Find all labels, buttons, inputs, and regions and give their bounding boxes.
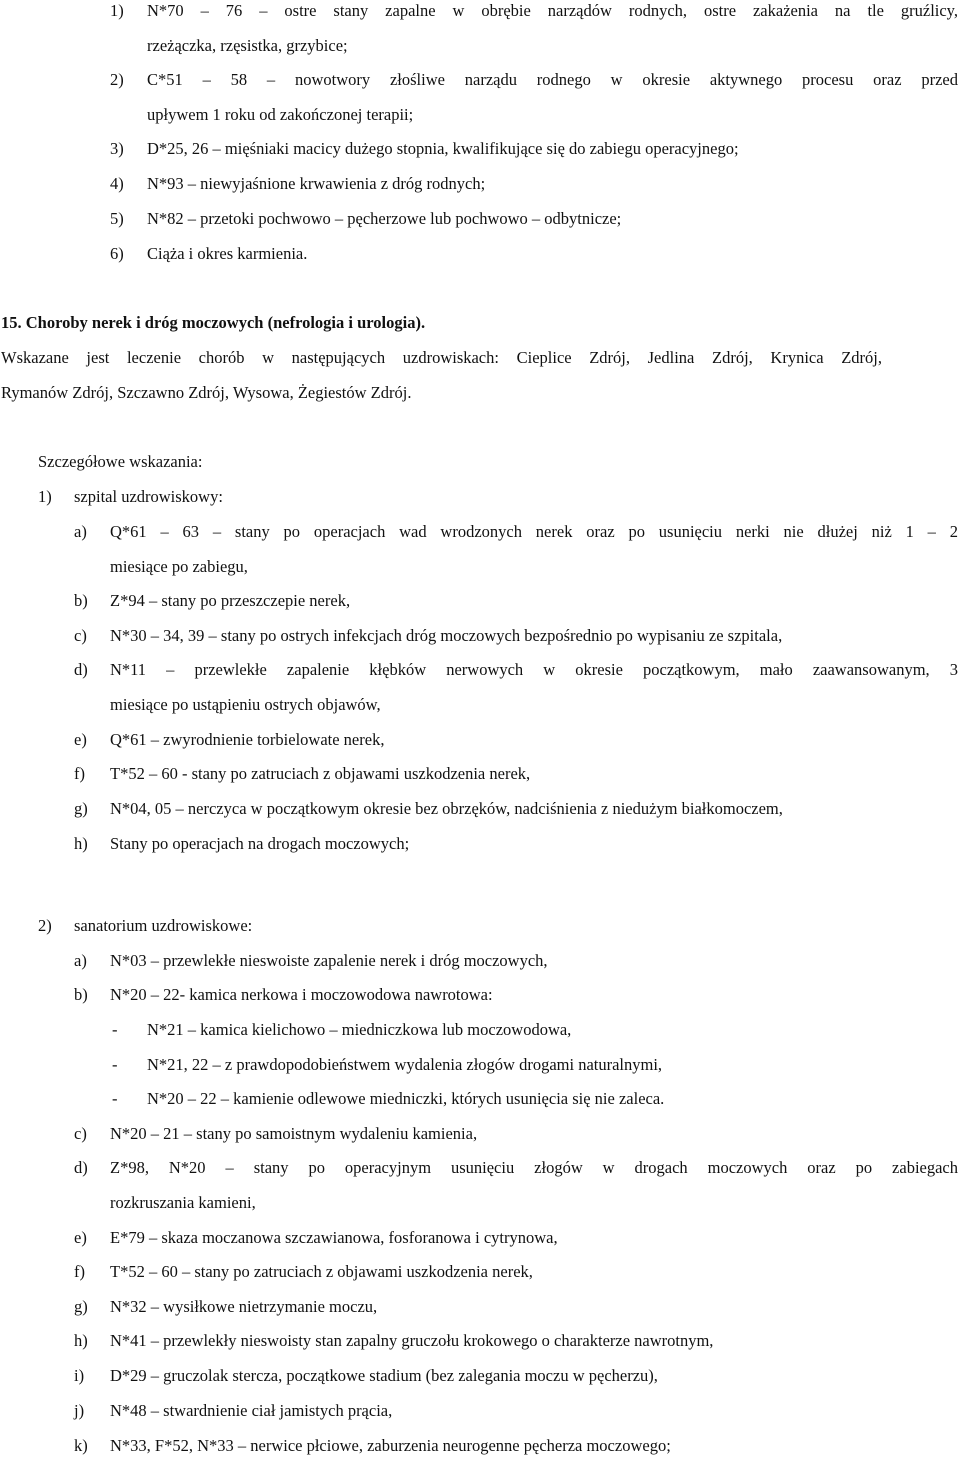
subsection-title: szpital uzdrowiskowy:	[74, 487, 223, 506]
list-marker: a)	[74, 951, 87, 970]
list-marker: 4)	[110, 174, 124, 193]
sublist-item-text: N*20 – 22 – kamienie odlewowe miedniczki, których usunięcia się nie zaleca.	[147, 1089, 665, 1108]
list-marker: 1)	[110, 1, 124, 20]
list-marker: h)	[74, 834, 88, 853]
list-marker: k)	[74, 1436, 88, 1455]
list-item-text: N*32 – wysiłkowe nietrzymanie moczu,	[110, 1297, 378, 1316]
sublist-item-text: N*21 – kamica kielichowo – miedniczkowa lub moczowodowa,	[147, 1020, 572, 1039]
list-item-text: N*30 – 34, 39 – stany po ostrych infekcjach dróg moczowych bezpośrednio po wypisaniu ze szpitala,	[110, 626, 783, 645]
list-item-text: N*33, F*52, N*33 – nerwice płciowe, zaburzenia neurogenne pęcherza moczowego;	[110, 1436, 671, 1455]
list-item-text: N*70 – 76 – ostre stany zapalne w obrębie narządów rodnych, ostre zakażenia na tle gruźlicy,	[147, 1, 958, 20]
list-marker: a)	[74, 522, 87, 541]
list-item-text: Q*61 – zwyrodnienie torbielowate nerek,	[110, 730, 385, 749]
list-item-text: Q*61 – 63 – stany po operacjach wad wrodzonych nerek oraz po usunięciu nerki nie dłużej niż 1 – 2	[110, 522, 958, 541]
list-item-text: N*82 – przetoki pochwowo – pęcherzowe lub pochwowo – odbytnicze;	[147, 209, 622, 228]
list-item-text: N*04, 05 – nerczyca w początkowym okresie bez obrzęków, nadciśnienia z niedużym białkomoczem,	[110, 799, 783, 818]
list-marker: 2)	[110, 70, 124, 89]
list-item-text: Z*98, N*20 – stany po operacyjnym usunięciu złogów w drogach moczowych oraz po zabiegach	[110, 1158, 958, 1177]
sublist-marker: -	[112, 1089, 118, 1108]
list-item-text: Z*94 – stany po przeszczepie nerek,	[110, 591, 351, 610]
list-marker: e)	[74, 730, 87, 749]
list-marker: d)	[74, 1158, 88, 1177]
list-item-text: miesiące po ustąpieniu ostrych objawów,	[110, 695, 381, 714]
list-marker: h)	[74, 1331, 88, 1350]
list-marker: 2)	[38, 916, 52, 935]
list-item-text: N*11 – przewlekłe zapalenie kłębków nerwowych w okresie początkowym, mało zaawansowanym, 3	[110, 660, 958, 679]
list-marker: f)	[74, 1262, 85, 1281]
section-heading: 15. Choroby nerek i dróg moczowych (nefrologia i urologia).	[1, 313, 426, 332]
list-marker: b)	[74, 591, 88, 610]
list-item-text: E*79 – skaza moczanowa szczawianowa, fosforanowa i cytrynowa,	[110, 1228, 558, 1247]
list-marker: d)	[74, 660, 88, 679]
list-item-text: rzeżączka, rzęsistka, grzybice;	[147, 36, 348, 55]
list-marker: 1)	[38, 487, 52, 506]
list-marker: g)	[74, 799, 88, 818]
list-item-text: T*52 – 60 – stany po zatruciach z objawami uszkodzenia nerek,	[110, 1262, 533, 1281]
list-item-text: N*41 – przewlekły nieswoisty stan zapalny gruczołu krokowego o charakterze nawrotnym,	[110, 1331, 714, 1350]
sublist-marker: -	[112, 1020, 118, 1039]
list-item-text: D*29 – gruczolak stercza, początkowe stadium (bez zalegania moczu w pęcherzu),	[110, 1366, 658, 1385]
list-item-text: N*48 – stwardnienie ciał jamistych prącia,	[110, 1401, 393, 1420]
list-item-text: N*20 – 22- kamica nerkowa i moczowodowa nawrotowa:	[110, 985, 493, 1004]
list-item-text: N*20 – 21 – stany po samoistnym wydaleniu kamienia,	[110, 1124, 478, 1143]
list-marker: c)	[74, 626, 87, 645]
list-item-text: N*03 – przewlekłe nieswoiste zapalenie nerek i dróg moczowych,	[110, 951, 548, 970]
section-intro: Wskazane jest leczenie chorób w następujących uzdrowiskach: Cieplice Zdrój, Jedlina Zdrój, Krynica Zdrój,	[1, 348, 882, 367]
list-item-text: Ciąża i okres karmienia.	[147, 244, 308, 263]
subsection-title: sanatorium uzdrowiskowe:	[74, 916, 253, 935]
list-marker: c)	[74, 1124, 87, 1143]
list-marker: f)	[74, 764, 85, 783]
details-label: Szczegółowe wskazania:	[38, 452, 203, 471]
list-item-text: miesiące po zabiegu,	[110, 557, 248, 576]
list-marker: e)	[74, 1228, 87, 1247]
list-marker: 6)	[110, 244, 124, 263]
sublist-item-text: N*21, 22 – z prawdopodobieństwem wydalenia złogów drogami naturalnymi,	[147, 1055, 663, 1074]
list-item-text: rozkruszania kamieni,	[110, 1193, 256, 1212]
list-item-text: D*25, 26 – mięśniaki macicy dużego stopnia, kwalifikujące się do zabiegu operacyjnego;	[147, 139, 739, 158]
list-item-text: Stany po operacjach na drogach moczowych;	[110, 834, 410, 853]
list-marker: i)	[74, 1366, 85, 1385]
section-intro: Rymanów Zdrój, Szczawno Zdrój, Wysowa, Żegiestów Zdrój.	[1, 383, 412, 402]
list-item-text: C*51 – 58 – nowotwory złośliwe narządu rodnego w okresie aktywnego procesu oraz przed	[147, 70, 958, 89]
list-marker: 5)	[110, 209, 124, 228]
list-marker: 3)	[110, 139, 124, 158]
list-marker: j)	[74, 1401, 85, 1420]
list-marker: b)	[74, 985, 88, 1004]
sublist-marker: -	[112, 1055, 118, 1074]
list-item-text: upływem 1 roku od zakończonej terapii;	[147, 105, 414, 124]
list-marker: g)	[74, 1297, 88, 1316]
list-item-text: N*93 – niewyjaśnione krwawienia z dróg rodnych;	[147, 174, 486, 193]
list-item-text: T*52 – 60 - stany po zatruciach z objawami uszkodzenia nerek,	[110, 764, 531, 783]
